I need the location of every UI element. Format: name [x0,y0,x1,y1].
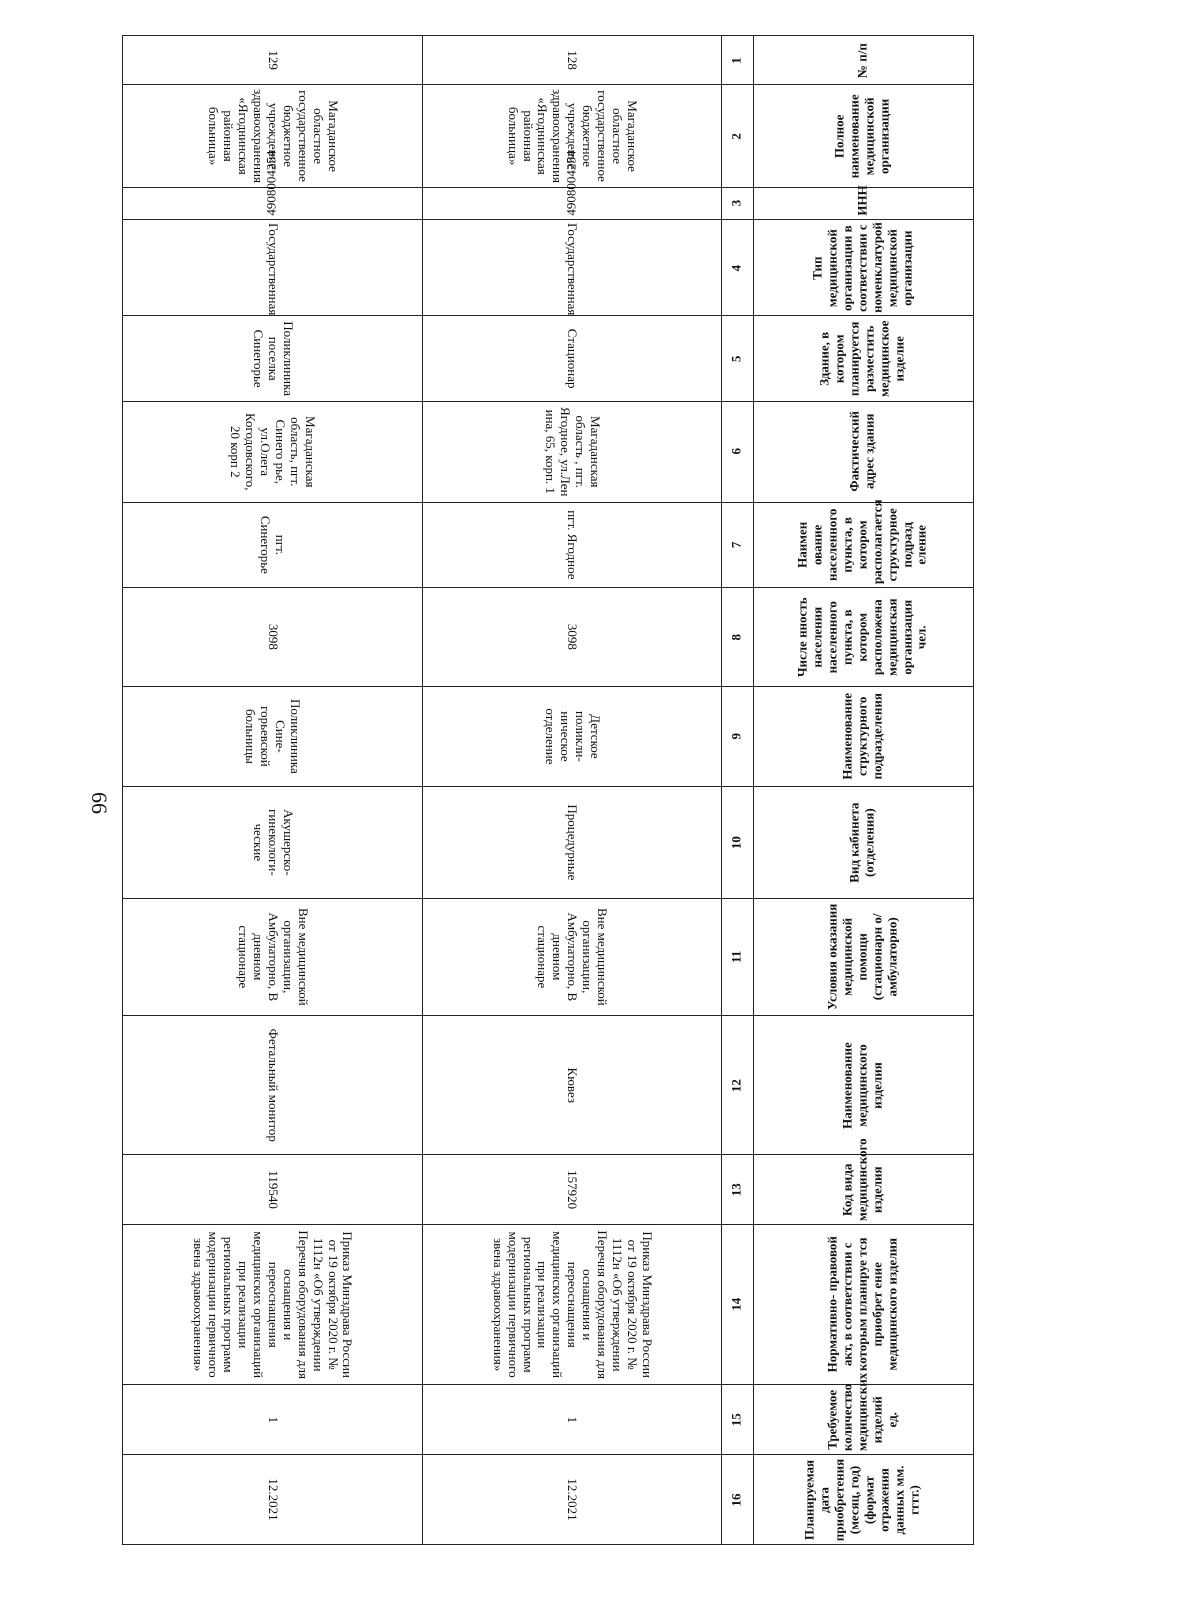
column-number: 8 [722,588,753,686]
organization-name: Магаданское областное государственное бюджетное учреждение здравоохранения «Ягоднинская районная больница» [123,85,423,188]
header-cell: Требуемое количество медицинских изделий ед. [753,1385,973,1455]
department: Детское поликли- ническое отделение [422,686,722,787]
header-cell: ИНН [753,187,973,219]
column-number: 7 [722,502,753,588]
population: 3098 [422,588,722,686]
address: Магаданская область , пгт. Ягодное, ул.Лен ина, 65, корп. 1 [422,401,722,502]
building: Поликлиника поселка Синегорье [123,316,423,402]
page-number: 66 [87,792,112,814]
address: Магаданская область, пгт. Синего рье, ул.Олега Когодовского, 20 корп 2 [123,401,423,502]
row-number: 128 [422,36,722,85]
care-conditions: Вне медицинской организации, Амбулаторно, В дневном стационаре [422,898,722,1016]
column-number: 5 [722,316,753,402]
header-cell: Наимен ование населенного пункта, в котором располагается структурное подразд еление [753,502,973,588]
equipment-table [122,35,974,1545]
column-number-row [722,36,753,1545]
column-number: 16 [722,1455,753,1545]
legal-act: Приказ Минздрава России от 19 октября 2020 г. № 1112н «Об утверждении Перечня оборудования для оснащения и переоснащения медицинских организаций при реализации региональных программ модернизации первичного звена здравоохранения» [123,1224,423,1385]
quantity: 1 [422,1385,722,1455]
care-conditions: Вне медицинской организации, Амбулаторно, В дневном стационаре [123,898,423,1016]
office-type: Акушерско- гинекологи- ческие [123,787,423,898]
column-number: 1 [722,36,753,85]
quantity: 1 [123,1385,423,1455]
column-number: 11 [722,898,753,1016]
header-cell: Наименование медицинского изделия [753,1016,973,1155]
rotated-table-container [122,35,974,1545]
header-cell: Полное наименование медицинской организации [753,85,973,188]
device-name: Кювез [422,1016,722,1155]
office-type: Процедурные [422,787,722,898]
header-cell: Фактический адрес здания [753,401,973,502]
column-number: 10 [722,787,753,898]
table-row [123,36,423,1545]
device-code: 157920 [422,1155,722,1225]
column-number: 4 [722,220,753,316]
population: 3098 [123,588,423,686]
column-number: 2 [722,85,753,188]
header-cell: Нормативно- правовой акт, в соответствии с которым планируе тся приобрет ение медицинского изделия [753,1224,973,1385]
table-row [422,36,722,1545]
header-cell: Условия оказания медицинской помощи (стационарн о/амбулаторно) [753,898,973,1016]
header-cell: Тип медицинской организации в соответствии с номенклатурой медицинской организации [753,220,973,316]
header-cell: Здание, в котором планируется разместить медицинское изделие [753,316,973,402]
device-name: Фетальный монитор [123,1016,423,1155]
organization-type: Государственная [123,220,423,316]
department: Поликлиника Сине- горьевской больницы [123,686,423,787]
inn: 4908004254 [422,187,722,219]
column-number: 13 [722,1155,753,1225]
column-number: 14 [722,1224,753,1385]
table-wrapper [122,35,974,1545]
header-row [753,36,973,1545]
organization-type: Государственная [422,220,722,316]
legal-act: Приказ Минздрава России от 19 октября 2020 г. № 1112н «Об утверждении Перечня оборудования для оснащения и переоснащения медицинских организаций при реализации региональных программ модернизации первичного звена здравоохранения» [422,1224,722,1385]
header-cell: Планируемая дата приобретения (месяц, год) (формат отражения данных мм. гггг.) [753,1455,973,1545]
row-number: 129 [123,36,423,85]
building: Стационар [422,316,722,402]
header-cell: № п/п [753,36,973,85]
column-number: 12 [722,1016,753,1155]
column-number: 3 [722,187,753,219]
device-code: 119540 [123,1155,423,1225]
header-cell: Числе нность населения населенного пункта, в котором расположена медицинская организация чел. [753,588,973,686]
header-cell: Вид кабинета (отделения) [753,787,973,898]
settlement: пгт. Ягодное [422,502,722,588]
header-cell: Код вида медицинского изделия [753,1155,973,1225]
column-number: 9 [722,686,753,787]
column-number: 15 [722,1385,753,1455]
header-cell: Наименование структурного подразделения [753,686,973,787]
organization-name: Магаданское областное государственное бюджетное учреждение здравоохранения «Ягоднинская районная больница» [422,85,722,188]
inn: 4908004254 [123,187,423,219]
settlement: пгт. Синегорье [123,502,423,588]
column-number: 6 [722,401,753,502]
purchase-date: 12.2021 [422,1455,722,1545]
purchase-date: 12.2021 [123,1455,423,1545]
